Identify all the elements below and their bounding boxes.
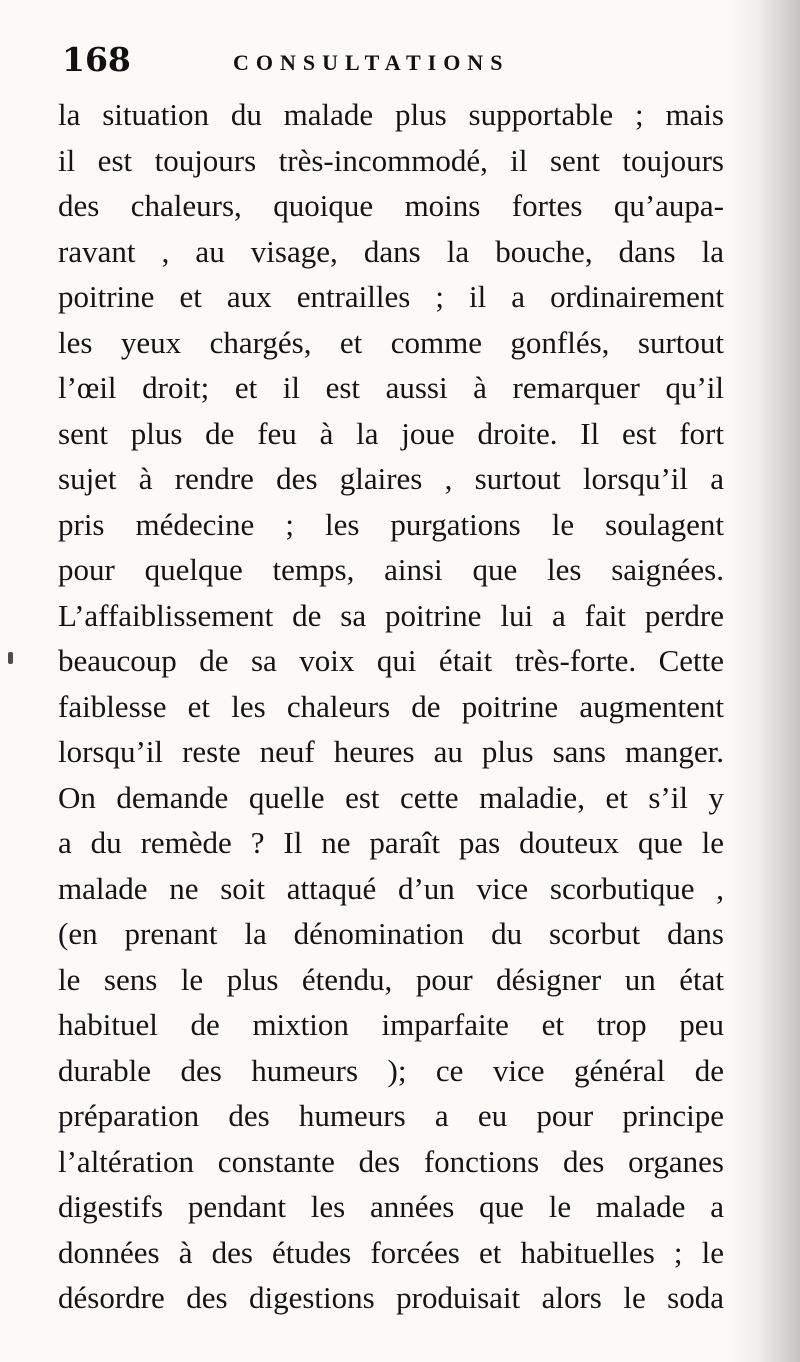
- text-line: données à des études forcées et habituelles ; le: [58, 1234, 724, 1270]
- text-line: habituel de mixtion imparfaite et trop peu: [58, 1007, 724, 1042]
- text-line: sujet à rendre des glaires , surtout lorsqu’il a: [58, 461, 724, 496]
- text-line: L’affaiblissement de sa poitrine lui a fait perdre: [58, 597, 724, 633]
- text-line: préparation des humeurs a eu pour principe: [58, 1098, 724, 1133]
- text-line: (en prenant la dénomination du scorbut dans: [58, 916, 724, 951]
- text-line: la situation du malade plus supportable ; mais: [58, 97, 724, 132]
- running-head: CONSULTATIONS: [233, 50, 510, 75]
- text-line: beaucoup de sa voix qui était très-forte. Cette: [58, 643, 724, 678]
- page-header: [62, 40, 722, 90]
- body-text: [58, 92, 724, 1321]
- text-line: désordre des digestions produisait alors le soda: [58, 1280, 724, 1315]
- text-line: sent plus de feu à la joue droite. Il est fort: [58, 415, 724, 451]
- text-line: digestifs pendant les années que le malade a: [58, 1189, 724, 1224]
- text-line: les yeux chargés, et comme gonflés, surtout: [58, 324, 724, 360]
- text-line: a du remède ? Il ne paraît pas douteux que le: [58, 825, 724, 860]
- text-line: On demande quelle est cette maladie, et s’il y: [58, 779, 724, 815]
- text-line: faiblesse et les chaleurs de poitrine augmentent: [58, 688, 724, 724]
- page-number: 168: [62, 40, 131, 79]
- text-line: des chaleurs, quoique moins fortes qu’aupa-: [58, 188, 724, 223]
- text-line: ravant , au visage, dans la bouche, dans la: [58, 233, 724, 269]
- text-line: malade ne soit attaqué d’un vice scorbutique ,: [58, 870, 724, 906]
- ink-speck: [8, 652, 13, 664]
- text-line: lorsqu’il reste neuf heures au plus sans manger.: [58, 734, 724, 769]
- text-line: l’altération constante des fonctions des organes: [58, 1143, 724, 1179]
- page-edge-shadow: [730, 0, 800, 1362]
- text-line: poitrine et aux entrailles ; il a ordinairement: [58, 279, 724, 314]
- text-line: il est toujours très-incommodé, il sent toujours: [58, 142, 724, 178]
- text-line: pris médecine ; les purgations le soulagent: [58, 506, 724, 542]
- text-line: pour quelque temps, ainsi que les saignées.: [58, 552, 724, 587]
- text-line: l’œil droit; et il est aussi à remarquer qu’il: [58, 370, 724, 405]
- text-line: le sens le plus étendu, pour désigner un état: [58, 961, 724, 997]
- text-line: durable des humeurs ); ce vice général de: [58, 1052, 724, 1088]
